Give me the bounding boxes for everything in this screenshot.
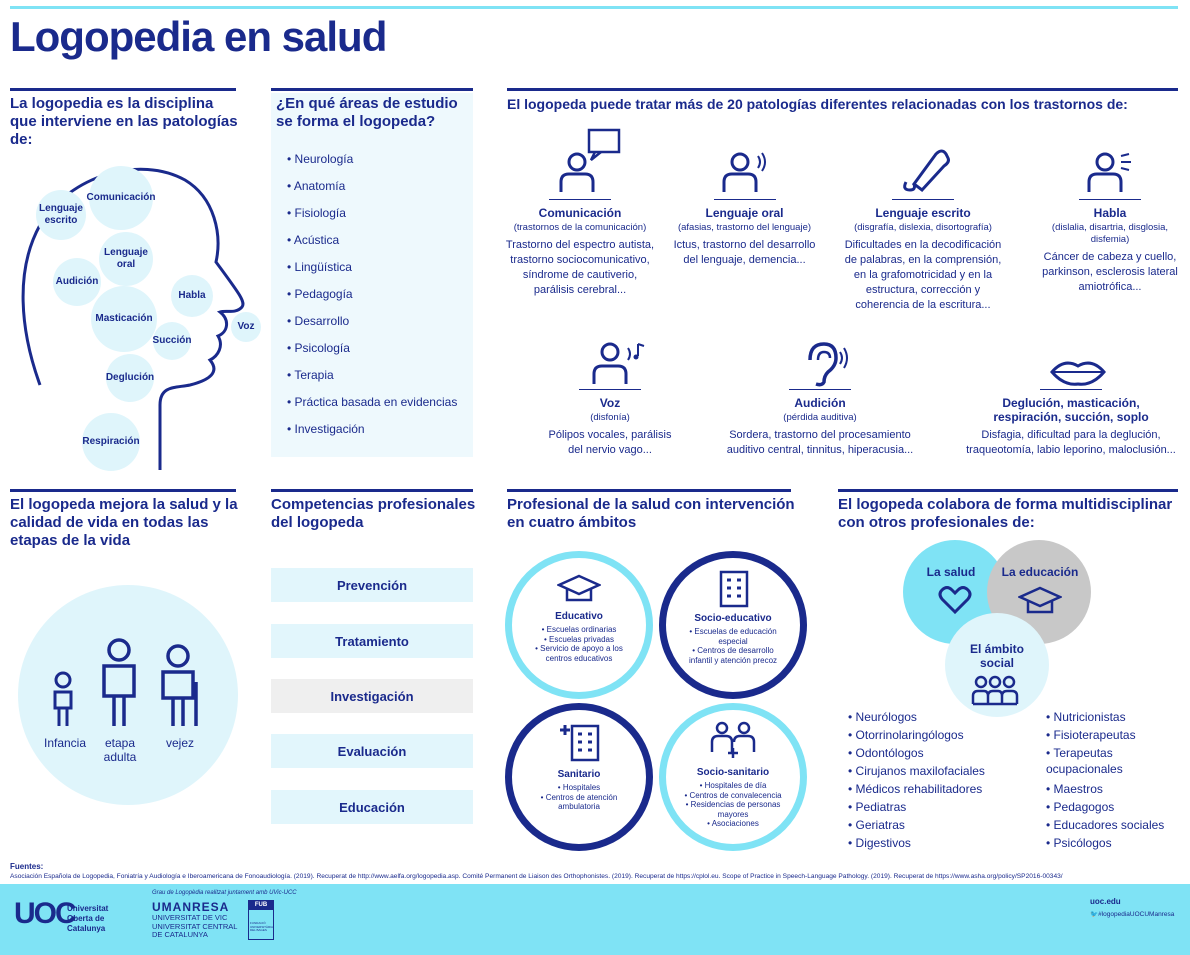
uvic-name: UNIVERSITAT DE VIC UNIVERSITAT CENTRAL DE CATALUNYA [152,913,238,939]
patologia-habla [1035,199,1185,295]
bubble-habla: Habla [171,275,213,317]
list-item: • Pediatras [848,798,1038,816]
list-item: • Escuelas de educación especial [684,627,782,646]
competencia-box: Tratamiento [271,624,473,658]
lenguaje-escrito-icon [900,146,952,196]
ambito-name: Socio-educativo [694,613,772,624]
list-item: • Cirujanos maxilofaciales [848,762,1038,780]
top-accent-line [10,6,1178,9]
list-item: • Desarrollo [287,311,467,338]
fuentes-text: Asociación Española de Logopedia, Foniatría y Audiología e Iberoamericana de Fonoaudiología. (2019). Recuperat de http://www.aelfa.org/logopedia.asp. Comité Permanent de Liaison des Orthophonistes. (2019). Recuperat de https://cplol.eu. Scope of Practice in Speech-Language Pathology. (2019). Recuperat de https://www.asha.org/policy/SP2016-00343/ [10,873,1063,880]
icon-underline [1040,389,1102,390]
list-item: • Acústica [287,230,467,257]
bubble-deglucion: Deglución [106,354,154,402]
twitter-text: #logopediaUOCUManresa [1098,911,1175,918]
bubble-comunicacion: Comunicación [89,166,153,230]
bubble-masticacion: Masticación [91,286,157,352]
etapas-heading: El logopeda mejora la salud y la calidad de vida en todas las etapas de la vida [10,496,238,549]
patologia-desc: Cáncer de cabeza y cuello, parkinson, esclerosis lateral amiotrófica... [1042,251,1178,293]
list-item: • Hospitales de día [684,781,782,791]
uoc-name: Universitat Oberta de Catalunya [67,904,109,933]
section-rule [10,88,236,91]
patologia-sub: (pérdida auditiva) [783,412,857,423]
fub-small: FUNDACIÓ UNIVERSITÀRIA DEL BAGES [250,921,273,932]
patologia-desc: Trastorno del espectro autista, trastorno sociocomunicativo, síndrome de cautiverio, parálisis cerebral... [505,239,655,296]
etapa-label: vejez [165,736,194,750]
list-item: • Geriatras [848,816,1038,834]
umanresa-logo: UMANRESA [152,900,230,914]
patologia-name: Lenguaje oral [705,206,784,220]
list-item: • Centros de atención ambulatoria [530,793,628,812]
list-item: • Centros de desarrollo infantil y atención precoz [684,646,782,665]
profesionales-col1 [848,708,1038,852]
list-item: • Escuelas ordinarias [530,625,628,635]
people-care-icon [708,718,758,762]
icon-underline [892,199,954,200]
fub-text: FUB [249,901,273,910]
patologia-desc: Pólipos vocales, parálisis del nervio vago... [548,429,672,456]
list-item: • Centros de convalecencia [684,791,782,801]
lips-icon [1048,356,1108,388]
patologia-sub: (afasias, trastorno del lenguaje) [677,222,812,233]
people-stages-icon [30,630,230,730]
list-item: • Fisiología [287,203,467,230]
section-rule [271,88,473,91]
bubble-succion: Succión [153,322,191,360]
twitter-icon: 🐦 [1090,911,1099,918]
voz-icon [590,340,650,388]
patologia-comunicacion [505,199,655,298]
ambito-socio-sanitario [659,703,807,851]
patologia-sub: (disgrafía, dislexia, disortografía) [854,222,992,233]
page-title: Logopedia en salud [10,13,387,60]
icon-underline [1079,199,1141,200]
patologia-desc: Dificultades en la decodificación de palabras, en la comprensión, en la grafomotricidad y en la estructura, corrección y coherencia de la escritura... [844,239,1002,311]
bubble-audicion: Audición [53,258,101,306]
section-rule [10,489,236,492]
list-item: • Maestros [1046,780,1182,798]
etapa-label: etapa adulta [103,736,137,764]
audicion-ear-icon [800,338,850,388]
patologia-name: Comunicación [538,206,622,220]
profesionales-col2 [1046,708,1182,852]
hospital-icon [554,720,604,764]
competencia-box: Prevención [271,568,473,602]
venn-label-educacion: La educación [1001,565,1079,579]
competencia-box: Educación [271,790,473,824]
bubble-lenguaje-oral: Lenguaje oral [99,232,153,286]
patologia-name: Lenguaje escrito [875,206,971,220]
graduation-cap-icon [1018,586,1062,618]
bubble-voz: Voz [231,312,261,342]
patologia-lenguaje-oral [672,199,817,268]
list-item: • Educadores sociales [1046,816,1182,834]
list-item: • Psicólogos [1046,834,1182,852]
list-item: • Psicología [287,338,467,365]
section-rule [507,88,1178,91]
patologias-heading: El logopeda puede tratar más de 20 patologías diferentes relacionadas con los trastornos de: [507,96,1128,112]
list-item: • Fisioterapeutas [1046,726,1182,744]
list-item: • Investigación [287,419,467,446]
list-item: • Pedagogía [287,284,467,311]
competencia-box: Investigación [271,679,473,713]
patologia-audicion [720,389,920,458]
competencia-box: Evaluación [271,734,473,768]
patologia-name: Deglución, masticación, respiración, succión, soplo [993,396,1149,424]
ambito-name: Sanitario [557,769,601,780]
habla-icon [1085,150,1135,196]
section-rule [507,489,791,492]
list-item: • Terapia [287,365,467,392]
list-item: • Pedagogos [1046,798,1182,816]
patologia-lenguaje-escrito [838,199,1008,313]
uoc-logo: UOC [14,897,75,930]
building-icon [711,568,755,608]
colabora-heading: El logopeda colabora de forma multidisciplinar con otros profesionales de: [838,496,1173,531]
patologia-desc: Sordera, trastorno del procesamiento auditivo central, tinnitus, hiperacusia... [726,429,914,456]
patologia-sub: (dislalia, disartria, disglosia, disfemia) [1051,222,1169,245]
patologia-sub: (disfonía) [590,412,630,423]
section-rule [271,489,473,492]
patologia-desc: Disfagia, dificultad para la deglución, traqueotomía, labio leporino, maloclusión... [966,429,1176,456]
uoc-web-link[interactable]: uoc.edu [1090,897,1121,906]
icon-underline [789,389,851,390]
disciplina-heading: La logopedia es la disciplina que interviene en las patologías de: [10,95,238,148]
ambito-name: Socio-sanitario [696,767,770,778]
section-rule [838,489,1178,492]
list-item: • Terapeutas ocupacionales [1046,745,1182,777]
ambito-name: Educativo [555,611,603,622]
fuentes-label: Fuentes: [10,862,44,871]
list-item: • Anatomía [287,176,467,203]
list-item: • Nutricionistas [1046,708,1182,726]
areas-list [287,149,467,446]
fub-logo [248,900,274,940]
twitter-hashtag [1090,910,1174,918]
list-item: • Otorrinolaringólogos [848,726,1038,744]
lenguaje-oral-icon [718,150,768,196]
competencias-heading: Competencias profesionales del logopeda [271,496,476,531]
graduation-cap-icon [557,572,601,606]
patologia-name: Audición [794,396,846,410]
list-item: • Asociaciones [684,819,782,829]
patologia-voz [540,389,680,458]
ambito-socio-educativo [659,551,807,699]
patologia-name: Voz [599,396,621,410]
etapa-label: Infancia [43,736,87,750]
list-item: • Digestivos [848,834,1038,852]
comunicacion-icon [555,128,625,196]
icon-underline [579,389,641,390]
list-item: • Servicio de apoyo a los centros educativos [530,644,628,663]
patologia-name: Habla [1093,206,1127,220]
patologia-desc: Ictus, trastorno del desarrollo del lenguaje, demencia... [673,239,816,266]
venn-label-social: El ámbito social [969,642,1024,670]
list-item: • Médicos rehabilitadores [848,780,1038,798]
list-item: • Neurología [287,149,467,176]
ambitos-heading: Profesional de la salud con intervención en cuatro ámbitos [507,496,795,531]
grado-note: Grau de Logopèdia realitzat juntament amb UVic-UCC [152,890,297,896]
heart-icon [938,584,972,616]
list-item: • Odontólogos [848,744,1038,762]
group-people-icon [970,674,1020,708]
venn-label-salud: La salud [926,565,976,579]
list-item: • Hospitales [530,783,628,793]
icon-underline [549,199,611,200]
patologia-sub: (trastornos de la comunicación) [513,222,647,233]
bubble-respiracion: Respiración [82,413,140,471]
ambito-educativo [505,551,653,699]
icon-underline [714,199,776,200]
areas-heading: ¿En qué áreas de estudio se forma el logopeda? [276,95,458,130]
list-item: • Lingüística [287,257,467,284]
patologia-deglucion [958,389,1184,458]
list-item: • Residencias de personas mayores [684,800,782,819]
bubble-lenguaje-escrito: Lenguaje escrito [36,190,86,240]
list-item: • Escuelas privadas [530,635,628,645]
list-item: • Neurólogos [848,708,1038,726]
list-item: • Práctica basada en evidencias [287,392,467,419]
ambito-sanitario [505,703,653,851]
